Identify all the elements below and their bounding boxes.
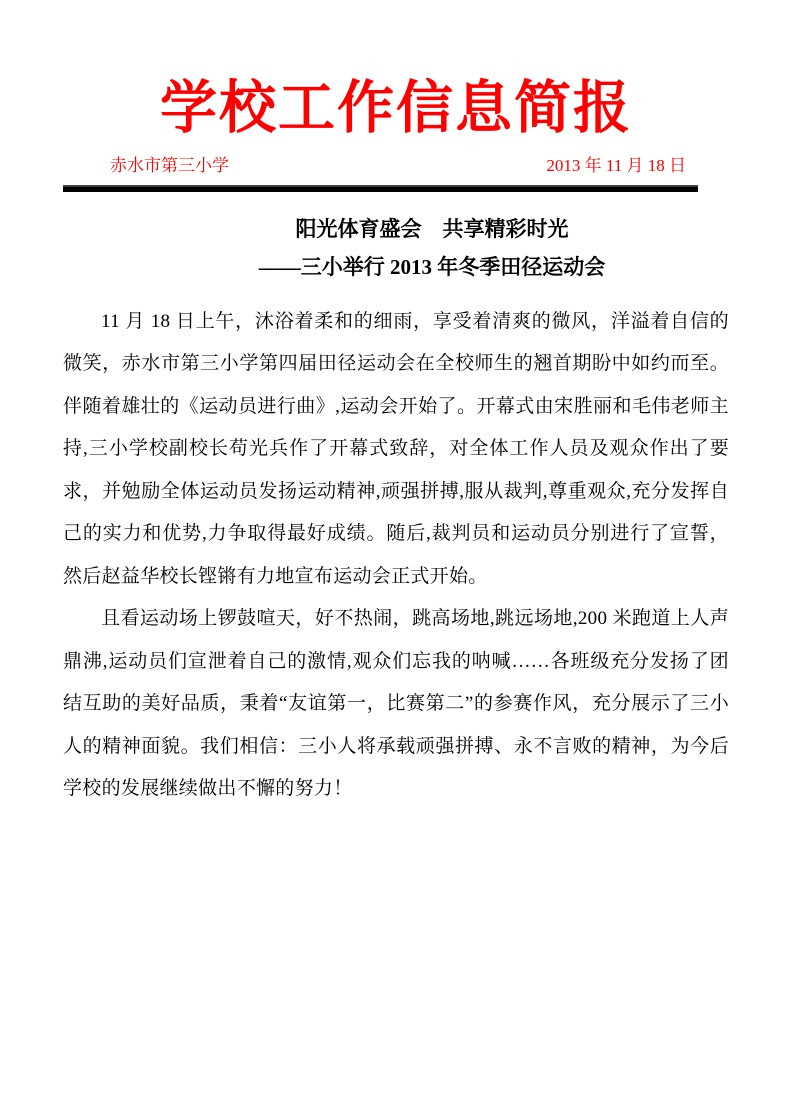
- issue-date: 2013 年 11 月 18 日: [546, 155, 686, 175]
- article-subheadline: ——三小举行 2013 年冬季田径运动会: [258, 254, 606, 279]
- school-name: 赤水市第三小学: [110, 155, 229, 175]
- article-headlines: [63, 210, 729, 286]
- masthead-meta-row: [63, 154, 729, 178]
- article-headline: 阳光体育盛会 共享精彩时光: [295, 216, 569, 241]
- masthead-title: 学校工作信息简报: [160, 76, 632, 140]
- article-body: [63, 301, 729, 811]
- article-paragraph-2: 且看运动场上锣鼓喧天，好不热闹，跳高场地,跳远场地,200 米跑道上人声鼎沸,运动员们宣泄着自己的激情,观众们忘我的呐喊……各班级充分发扬了团结互助的美好品质，秉着“友谊第一，比赛第二”的参赛作风，充分展示了三小人的精神面貌。我们相信：三小人将承载顽强拼搏、永不言败的精神，为今后学校的发展继续做出不懈的努力！: [63, 608, 729, 800]
- masthead-divider-rule: [63, 185, 698, 192]
- article-paragraph-1: 11 月 18 日上午，沐浴着柔和的细雨，享受着清爽的微风，洋溢着自信的微笑，赤水市第三小学第四届田径运动会在全校师生的翘首期盼中如约而至。伴随着雄壮的《运动员进行曲》,运动会开始了。开幕式由宋胜丽和毛伟老师主持,三小学校副校长苟光兵作了开幕式致辞，对全体工作人员及观众作出了要求，并勉励全体运动员发扬运动精神,顽强拼搏,服从裁判,尊重观众,充分发挥自己的实力和优势,力争取得最好成绩。随后,裁判员和运动员分别进行了宣誓，然后赵益华校长铿锵有力地宣布运动会正式开始。: [63, 310, 729, 587]
